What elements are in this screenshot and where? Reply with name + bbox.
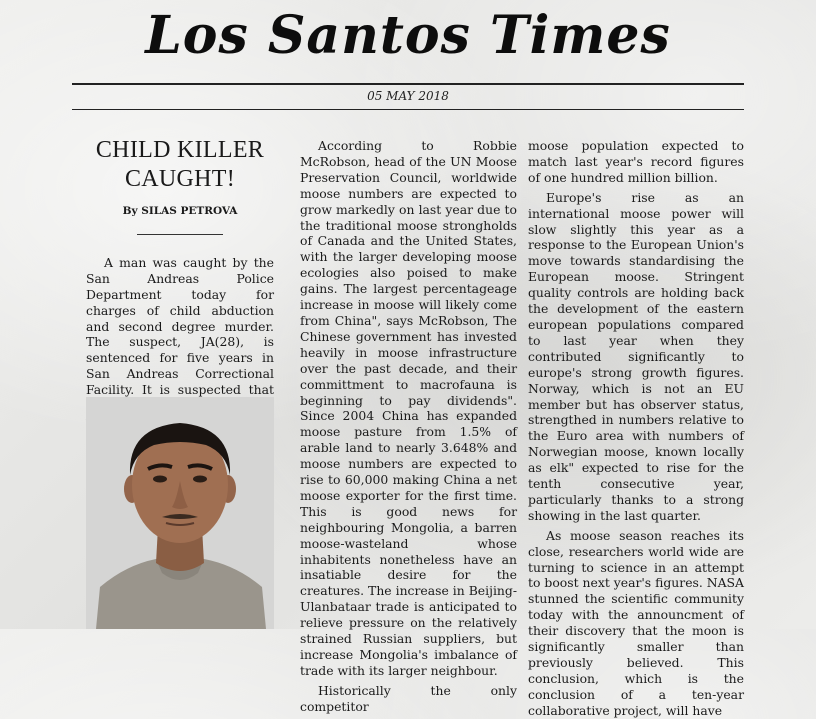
column-2-paragraph-1: According to Robbie McRobson, head of the UN Moose Preservation Council, worldwide moose numbers are expected to grow markedly on last year due to the traditional moose strongholds of Canada and the United States, with the larger developing moose ecologies also poised to make gains. The largest percentageage increase in moose will likely come from China", says McRobson, The Chinese government has invested heavily in moose infrastructure over the past decade, and their committment to macrofauna is beginning to pay dividends". Since 2004 China has expanded moose pasture from 1.5% of arable land to nearly 3.648% and moose numbers are expected to rise to 60,000 making China a net moose exporter for the first time. This is good news for neighbouring Mongolia, a barren moose-wasteland whose inhabitents nonetheless have an insatiable desire for the creatures. The increase in Beijing-Ulanbataar trade is anticipated to relieve pressure on the relatively strained Russian suppliers, but increase Mongolia's imbalance of trade with its larger neighbour.	[300, 138, 517, 678]
column-1	[86, 136, 274, 430]
article-byline: By SILAS PETROVA	[122, 205, 238, 217]
column-2	[300, 138, 517, 715]
column-3-paragraph-0: moose population expected to match last year's record figures of one hundred million billion.	[528, 138, 744, 185]
column-3-paragraph-2: As moose season reaches its close, researchers world wide are turning to science in an attempt to boost next year's figures. NASA stunned the scientific community today with the announcment of their discovery that the moon is significantly smaller than previously believed. This conclusion, which is the conclusion of a ten-year collaborative project, will have	[528, 527, 744, 718]
masthead-title: Los Santos Times	[145, 5, 671, 66]
column-3-paragraph-1: Europe's rise as an international moose power will slow slightly this year as a response to the European Union's move towards standardising the European moose. Stringent quality controls are holding back the development of the eastern european populations compared to last year when they contributed significantly to europe's strong growth figures. Norway, which is not an EU member but has observer status, strengthed in numbers relative to the Euro area with numbers of Norwegian moose, known locally as elk" expected to rise for the tenth consecutive year, particularly thanks to a strong showing in the last quarter.	[528, 189, 744, 523]
column-2-paragraph-2: Historically the only competitor	[300, 682, 517, 714]
masthead-rule-top	[72, 83, 744, 85]
byline-divider	[137, 234, 223, 235]
dateline: 05 MAY 2018	[367, 89, 449, 103]
column-3	[528, 138, 744, 719]
article-lead: A man was caught by the San Andreas Police Department today for charges of child abduction and second degree murder. The suspect, JA(28), is sentenced for five years in San Andreas Correctional Facility. It is suspected that	[86, 254, 274, 398]
masthead-rule-bottom	[72, 109, 744, 110]
suspect-photo	[86, 397, 274, 629]
article-headline: CHILD KILLER CAUGHT!	[95, 137, 265, 192]
suspect-portrait-image	[86, 397, 274, 629]
